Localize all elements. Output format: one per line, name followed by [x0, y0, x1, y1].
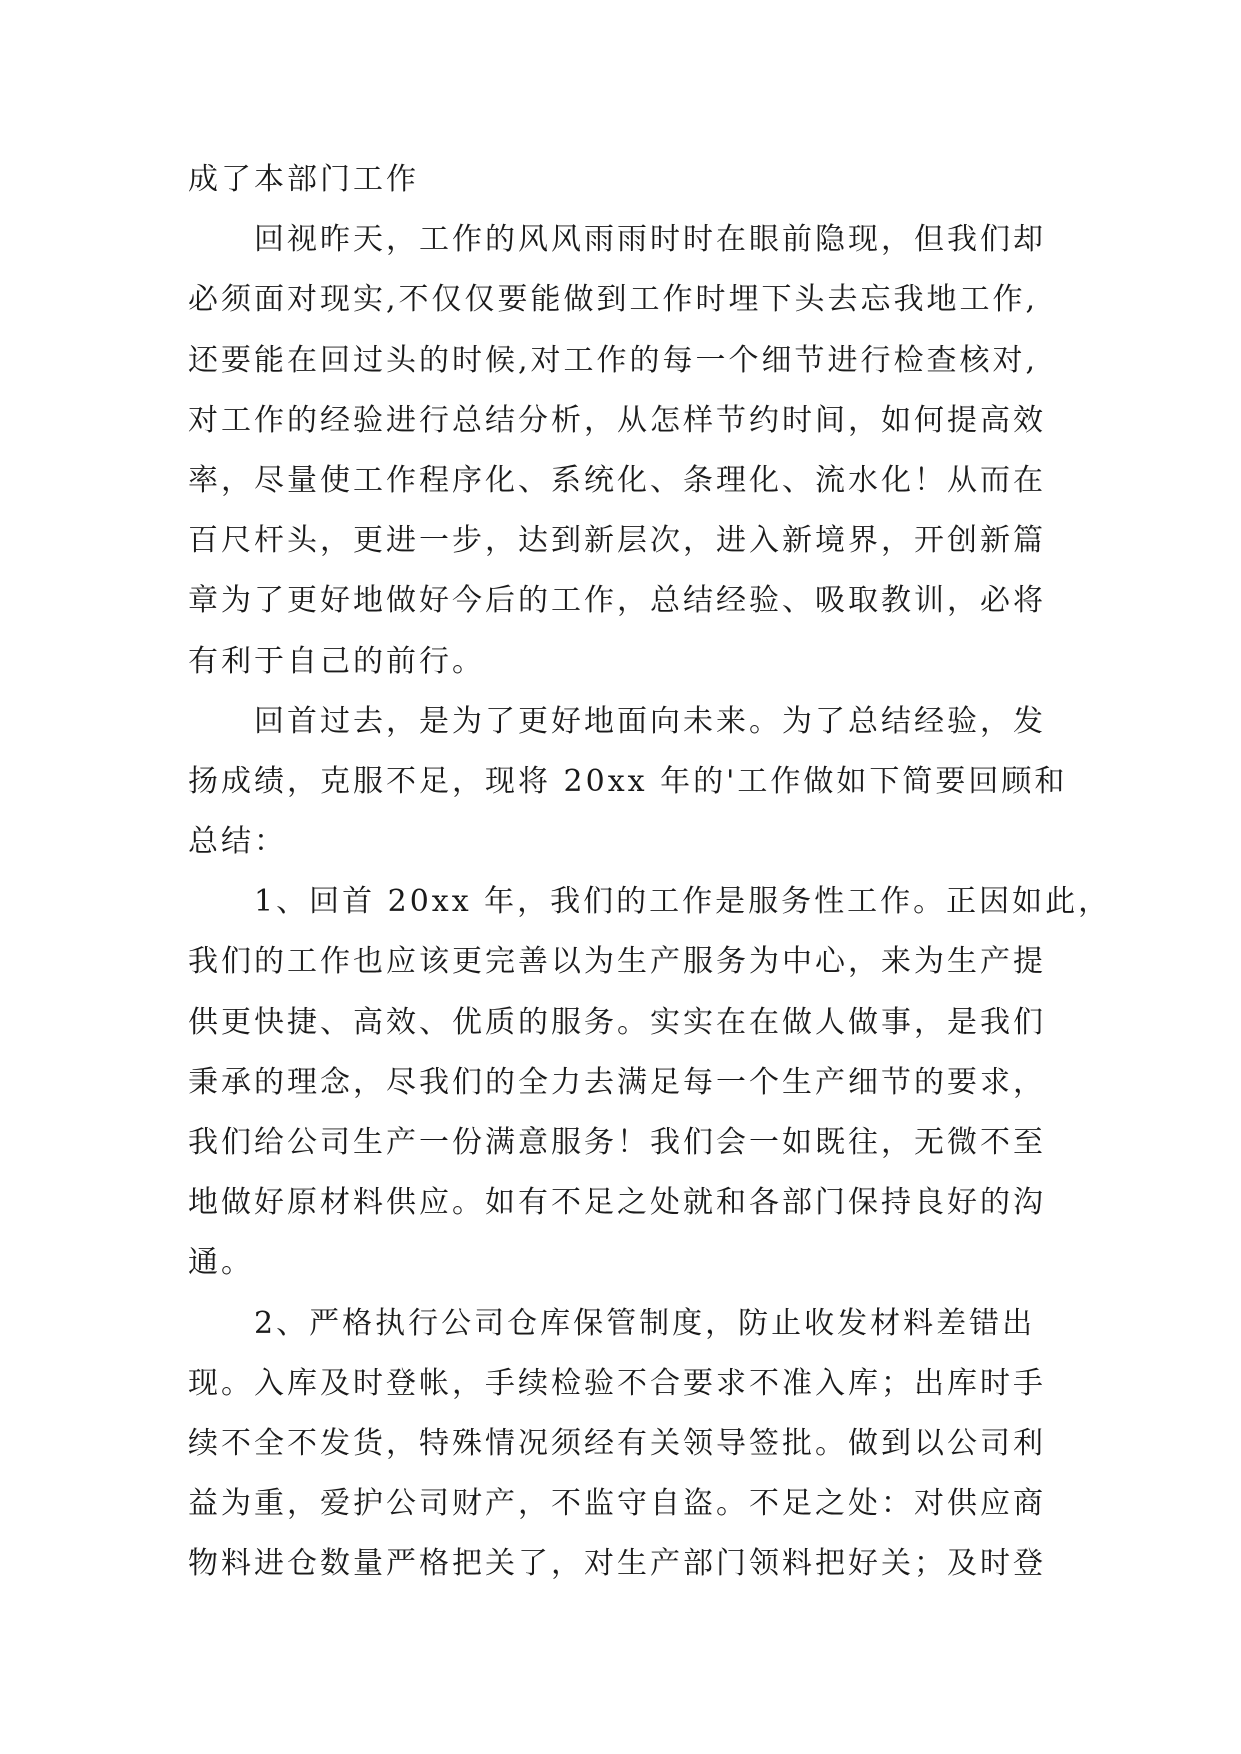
- text-line: 扬成绩，克服不足，现将 20xx 年的'工作做如下简要回顾和: [188, 763, 1068, 799]
- text-line: 我们给公司生产一份满意服务！我们会一如既往，无微不至: [188, 1125, 1046, 1160]
- paragraph-first-line: 1、回首 20xx 年，我们的工作是服务性工作。正因如此，: [254, 884, 1112, 920]
- paragraph-first-line: 2、严格执行公司仓库保管制度，防止收发材料差错出: [254, 1305, 1036, 1341]
- text-line: 通。: [188, 1245, 254, 1281]
- text-line: 我们的工作也应该更完善以为生产服务为中心，来为生产提: [188, 944, 1046, 980]
- text-line: 还要能在回过头的时候,对工作的每一个细节进行检查核对,: [188, 342, 1039, 378]
- text-line: 总结：: [188, 824, 287, 860]
- document-body: [188, 150, 1112, 1595]
- text-line: 率，尽量使工作程序化、系统化、条理化、流水化！从而在: [188, 462, 1046, 498]
- text-line: 秉承的理念，尽我们的全力去满足每一个生产细节的要求，: [188, 1064, 1046, 1100]
- text-line: 益为重，爱护公司财产，不监守自盗。不足之处：对供应商: [188, 1486, 1046, 1522]
- paragraph-first-line: 回视昨天，工作的风风雨雨时时在眼前隐现，但我们却: [254, 222, 1046, 258]
- text-line: 供更快捷、高效、优质的服务。实实在在做人做事，是我们: [188, 1004, 1046, 1040]
- text-line: 续不全不发货，特殊情况须经有关领导签批。做到以公司利: [188, 1425, 1046, 1461]
- paragraph-first-line: 回首过去，是为了更好地面向未来。为了总结经验，发: [254, 703, 1046, 739]
- text-line: 百尺杆头，更进一步，达到新层次，进入新境界，开创新篇: [188, 523, 1046, 559]
- text-line: 现。入库及时登帐，手续检验不合要求不准入库；出库时手: [188, 1365, 1046, 1401]
- text-line: 地做好原材料供应。如有不足之处就和各部门保持良好的沟: [188, 1185, 1046, 1221]
- text-line: 对工作的经验进行总结分析，从怎样节约时间，如何提高效: [188, 402, 1046, 438]
- text-line: 必须面对现实,不仅仅要能做到工作时埋下头去忘我地工作,: [188, 282, 1039, 318]
- text-line: 章为了更好地做好今后的工作，总结经验、吸取教训，必将: [188, 583, 1046, 619]
- text-line: 有利于自己的前行。: [188, 643, 485, 679]
- text-line: 物料进仓数量严格把关了，对生产部门领料把好关；及时登: [188, 1546, 1046, 1582]
- text-line: 成了本部门工作: [188, 162, 419, 197]
